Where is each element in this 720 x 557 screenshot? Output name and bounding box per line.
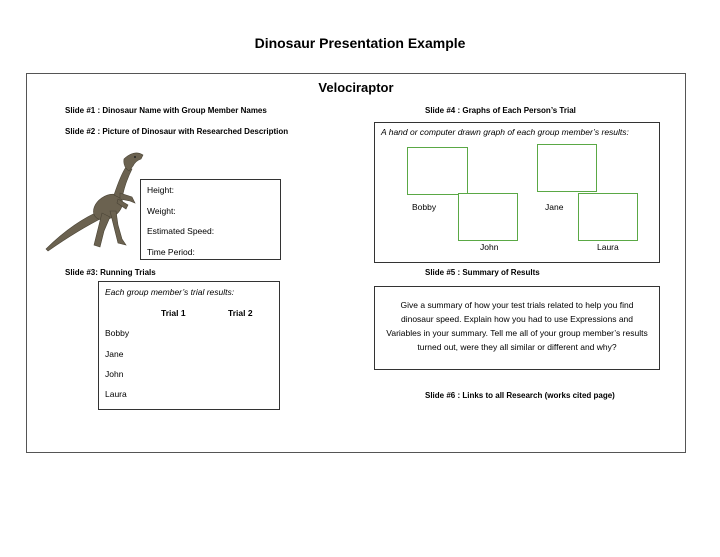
page-title: Dinosaur Presentation Example — [254, 35, 466, 51]
slide-4-label: Slide #4 : Graphs of Each Person’s Trial — [425, 106, 576, 115]
trial-row-name: Laura — [105, 389, 127, 399]
trial-1-header: Trial 1 — [161, 308, 186, 318]
graphs-caption: A hand or computer drawn graph of each group member’s results: — [381, 127, 629, 137]
trials-box — [98, 281, 280, 410]
slide-3-label: Slide #3: Running Trials — [65, 268, 156, 277]
graph-placeholder-john — [458, 193, 518, 241]
graphs-box — [374, 122, 660, 263]
description-box — [140, 179, 281, 260]
slide-5-label: Slide #5 : Summary of Results — [425, 268, 540, 277]
trials-caption: Each group member’s trial results: — [105, 287, 235, 297]
velociraptor-image — [40, 145, 150, 255]
weight-field: Weight: — [147, 206, 176, 216]
trial-row-name: Bobby — [105, 328, 130, 338]
graph-placeholder-jane — [537, 144, 597, 192]
graph-name-laura: Laura — [597, 242, 619, 252]
time-period-field: Time Period: — [147, 247, 195, 257]
graph-placeholder-laura — [578, 193, 638, 241]
trial-2-header: Trial 2 — [228, 308, 253, 318]
graph-name-jane: Jane — [545, 202, 564, 212]
trial-row-name: Jane — [105, 349, 124, 359]
graph-name-bobby: Bobby — [412, 202, 437, 212]
slide-2-label: Slide #2 : Picture of Dinosaur with Researched Description — [65, 127, 289, 136]
height-field: Height: — [147, 185, 174, 195]
slide-1-label: Slide #1 : Dinosaur Name with Group Member Names — [65, 106, 267, 115]
trial-row-name: John — [105, 369, 124, 379]
summary-text: Give a summary of how your test trials related to help you find dinosaur speed. Explain how you had to use Expressions and Variables in your summary. Tell me all of your group member’s results turned out, were they all similar or different and why? — [386, 300, 648, 352]
summary-box — [374, 286, 660, 370]
dinosaur-name-heading: Velociraptor — [318, 80, 394, 95]
graph-name-john: John — [480, 242, 499, 252]
speed-field: Estimated Speed: — [147, 226, 215, 236]
graph-placeholder-bobby — [407, 147, 468, 195]
slide-6-label: Slide #6 : Links to all Research (works cited page) — [425, 391, 615, 400]
